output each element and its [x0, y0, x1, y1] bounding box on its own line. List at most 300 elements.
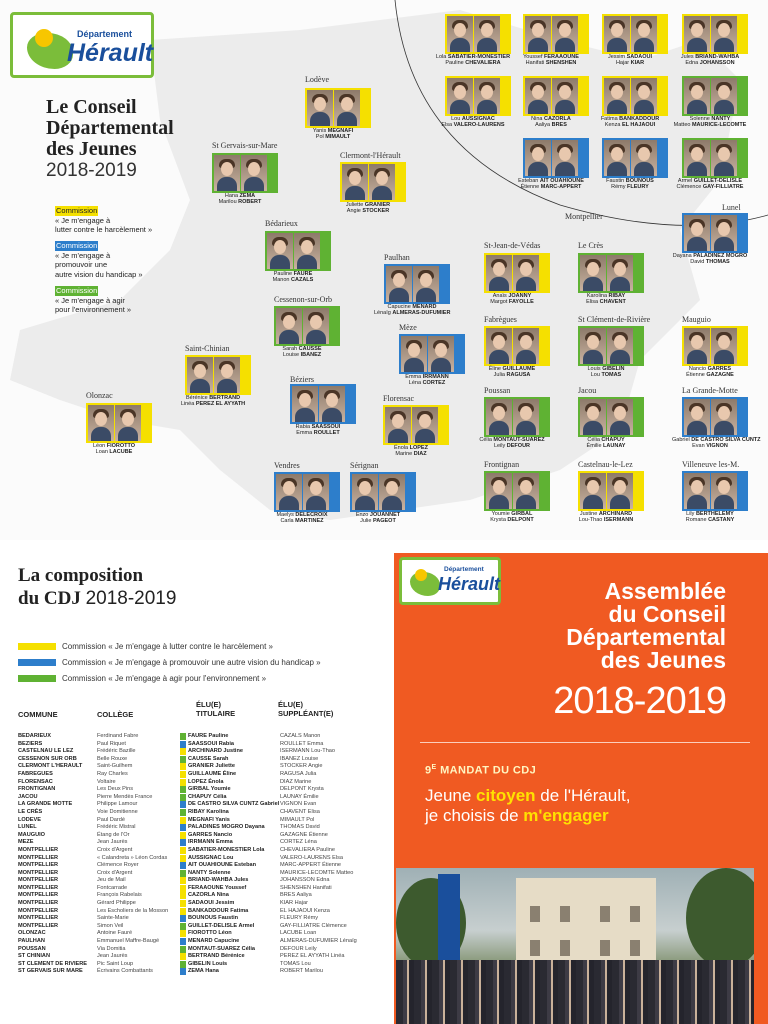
delegate-names: [374, 304, 450, 317]
photo-frame: [383, 405, 449, 445]
table-cell: DE CASTRO SILVA CUNTZ Gabriel: [188, 801, 280, 808]
composition-subtitle-prefix: du CDJ: [18, 588, 81, 609]
delegate-names: [264, 512, 340, 525]
group-photo: [396, 868, 754, 1024]
table-cell: AIT OUAHIOUNE Esteban: [188, 862, 257, 869]
delegate-names: [568, 437, 644, 450]
delegate-name: Matteo MAURICE-LECOMTE: [673, 122, 747, 129]
cover-divider: [420, 742, 750, 743]
cover-year: 2018-2019: [553, 680, 726, 722]
delegate-names: [295, 128, 371, 141]
table-cell: GUILLET-DELISLE Armel: [188, 922, 255, 929]
delegate-photo: [474, 16, 500, 52]
delegate-names: [202, 193, 278, 206]
table-cell: Jean Jaurès: [97, 839, 128, 846]
delegate-name: Louise IBANEZ: [282, 352, 322, 359]
cover-title-line: Assemblée: [604, 578, 726, 604]
delegate-names: [672, 54, 748, 67]
table-cell: PAULHAN: [18, 938, 45, 945]
table-cell: Étang de l'Or: [97, 831, 130, 838]
town-label-vendres: Vendres: [274, 461, 300, 470]
composition-table: [18, 733, 357, 976]
legend-label: Commission: [56, 286, 98, 295]
composition-legend-text: Commission « Je m'engage à agir pour l'environnement »: [62, 674, 267, 683]
legend-text: « Je m'engage à agir: [55, 295, 125, 305]
table-cell: MAUGUIO: [18, 831, 46, 838]
delegate-name: Lola SABATIER-MONESTIER: [435, 54, 511, 60]
delegate-names: [592, 178, 668, 191]
photo-frame: [305, 88, 371, 128]
table-cell: DELPONT Krysta: [280, 786, 324, 793]
delegate-photo: [684, 328, 710, 364]
table-cell: ISERMANN Lou-Thao: [280, 748, 336, 755]
header-titulaire-line2: TITULAIRE: [196, 709, 236, 718]
photo-frame: [86, 403, 152, 443]
delegate-group-mtp6: [523, 76, 589, 129]
table-row: [18, 801, 357, 809]
delegate-names: [76, 443, 152, 456]
legend-handicap: [55, 241, 143, 279]
delegate-name: Emma IRRMANN: [405, 374, 449, 380]
delegate-photo: [711, 78, 737, 114]
town-label-stclement: St Clément-de-Rivière: [578, 315, 651, 324]
table-cell: BRIAND-WAHBA Jules: [188, 877, 249, 884]
photo-frame: [602, 14, 668, 54]
delegate-group-paulhan: [374, 264, 451, 317]
table-row: [18, 741, 357, 749]
table-cell: Gérard Philippe: [97, 900, 136, 907]
table-cell: Sainte-Marie: [97, 915, 129, 922]
table-cell: GAZAGNE Étienne: [280, 831, 328, 838]
table-cell: Paul Riquet: [97, 740, 126, 747]
header-suppleant: [278, 700, 333, 718]
delegate-name: Loan LACUBE: [95, 449, 133, 456]
composition-legend-harcelement: [18, 642, 273, 651]
delegate-name: Youssef FERAAOUNE: [523, 54, 579, 60]
delegate-photo: [684, 140, 710, 176]
composition-legend-text: Commission « Je m'engage à promouvoir une autre vision du handicap »: [62, 658, 321, 667]
delegate-name: Justine ARCHINARD: [579, 511, 633, 517]
delegate-group-mtp1: [435, 14, 511, 67]
tree-shape: [686, 868, 754, 968]
delegate-photo: [711, 140, 737, 176]
table-cell: Jean Jaurès: [97, 953, 128, 960]
table-cell: Ferdinand Fabre: [97, 733, 139, 739]
table-cell: ST CHINIAN: [18, 953, 51, 960]
table-cell: Croix d'Argent: [97, 869, 133, 876]
slogan-part: de l'Hérault,: [535, 786, 631, 805]
town-label-frontignan: Frontignan: [484, 460, 520, 469]
cover-title-line: Départemental: [566, 624, 726, 650]
table-cell: Frédéric Bazille: [97, 748, 136, 755]
table-cell: CAZALS Manon: [280, 733, 321, 739]
legend-swatch-blue: [18, 659, 56, 666]
herault-banner: [438, 874, 460, 964]
delegate-name: Juliette GRANIER: [345, 202, 391, 208]
photo-frame: [274, 472, 340, 512]
delegate-photo: [385, 407, 411, 443]
table-row: [18, 953, 357, 961]
header-suppleant-line1: ÉLU(E): [278, 700, 303, 709]
table-cell: Croix d'Argent: [97, 846, 133, 853]
table-row: [18, 930, 357, 938]
table-cell: BERTRAND Bérénice: [188, 953, 245, 960]
delegate-photo: [486, 328, 512, 364]
delegate-photo: [267, 233, 293, 269]
table-cell: LAUNAY Émilie: [280, 793, 319, 800]
town-label-lunel: Lunel: [722, 203, 741, 212]
table-cell: CHEVALIERA Pauline: [280, 846, 335, 853]
town-label-lecres: Le Crès: [578, 241, 604, 250]
legend-text: lutter contre le harcèlement »: [55, 225, 153, 234]
photo-frame: [578, 471, 644, 511]
table-cell: MONTPELLIER: [18, 892, 59, 899]
delegate-name: Romane CASTANY: [685, 517, 735, 524]
delegate-name: Étienne GAZAGNE: [686, 372, 734, 379]
table-cell: LOPEZ Énola: [188, 778, 224, 785]
table-row: [18, 847, 357, 855]
table-row: [18, 870, 357, 878]
crowd-shape: [396, 960, 754, 1024]
delegate-photo: [525, 78, 551, 114]
table-cell: Fontcarrade: [97, 884, 128, 891]
delegate-name: Anaïs JOANNY: [492, 293, 532, 299]
slogan-highlight: m'engager: [523, 806, 609, 825]
delegate-group-jacou: [578, 397, 644, 450]
delegate-names: [435, 54, 511, 67]
delegate-photo: [513, 255, 539, 291]
header-college: COLLÈGE: [97, 710, 134, 719]
delegate-photo: [428, 336, 454, 372]
delegate-names: [568, 293, 644, 306]
table-cell: CESSENON SUR ORB: [18, 755, 77, 762]
delegate-name: Aaliya BRES: [535, 122, 567, 129]
table-row: [18, 968, 357, 976]
delegate-name: Capucine MENARD: [387, 304, 437, 310]
delegate-group-cessenon: [274, 306, 340, 359]
table-cell: ST GERVAIS SUR MARE: [18, 968, 83, 975]
delegate-photo: [711, 215, 737, 251]
table-cell: CAUSSE Sarah: [188, 755, 229, 762]
delegate-name: Enzo JOUANNET: [355, 512, 401, 518]
delegate-name: Carla MARTINEZ: [280, 518, 324, 525]
delegate-name: Célia MONTAUT-SUAREZ: [479, 437, 545, 443]
composition-legend-handicap: [18, 658, 321, 667]
delegate-photo: [684, 78, 710, 114]
delegate-name: Youmie GIRBAL: [491, 511, 533, 517]
table-cell: Voie Domitienne: [97, 808, 138, 815]
table-cell: BOUNOUS Faustin: [188, 915, 239, 922]
delegate-photo: [342, 164, 368, 200]
table-cell: KIAR Hajar: [280, 900, 308, 907]
delegate-photo: [513, 473, 539, 509]
table-row: [18, 900, 357, 908]
table-cell: CAZORLA Nina: [188, 892, 229, 899]
cover-title: [510, 580, 726, 672]
town-label-paulhan: Paulhan: [384, 253, 410, 262]
cover-mandat: [425, 764, 536, 777]
delegate-name: Marine DIAZ: [395, 451, 427, 458]
table-cell: BANKADDOUR Fatima: [188, 907, 249, 914]
legend-swatch-yellow: [18, 643, 56, 650]
delegate-photo: [607, 255, 633, 291]
table-cell: ROULLET Emma: [280, 740, 324, 747]
photo-frame: [445, 14, 511, 54]
delegate-photo: [711, 473, 737, 509]
montpellier-label: Montpellier: [565, 212, 603, 221]
delegate-names: [435, 116, 511, 129]
town-label-jacou: Jacou: [578, 386, 597, 395]
delegate-name: Linéa PEREZ EL AYYATH: [180, 401, 246, 408]
slogan-part: je choisis de: [425, 806, 524, 825]
legend-text: promouvoir une: [55, 260, 108, 269]
delegate-group-mauguio: [682, 326, 748, 379]
delegate-group-frontignan: [484, 471, 550, 524]
legend-harcelement: [55, 206, 152, 235]
delegate-names: [474, 511, 550, 524]
table-cell: PEREZ EL AYYATH Linéa: [280, 953, 345, 960]
photo-frame: [340, 162, 406, 202]
table-cell: DEFOUR Leily: [280, 945, 317, 952]
delegate-photo: [369, 164, 395, 200]
delegate-photo: [631, 140, 657, 176]
table-cell: VALERO-LAURENS Elsa: [280, 854, 344, 861]
delegate-name: Lénaïg ALMERAS-DUFUMIER: [374, 310, 451, 317]
delegate-photo: [303, 474, 329, 510]
delegate-group-stjean: [484, 253, 550, 306]
mandat-suffix: E: [431, 764, 437, 771]
logo-herault-text: Hérault: [438, 574, 501, 594]
photo-frame: [578, 326, 644, 366]
table-cell: LA GRANDE MOTTE: [18, 801, 73, 808]
delegate-photo: [413, 266, 439, 302]
delegate-names: [175, 395, 251, 408]
town-label-serignan: Sérignan: [350, 461, 379, 470]
delegate-name: Léon FIOROTTO: [92, 443, 136, 449]
delegate-name: Léna CORTEZ: [408, 380, 446, 387]
table-cell: Ray Charles: [97, 770, 128, 777]
table-cell: SABATIER-MONESTIER Lola: [188, 846, 265, 853]
delegate-photo: [412, 407, 438, 443]
table-cell: STOCKER Angie: [280, 763, 323, 770]
table-cell: GAY-FILLIATRE Clémence: [280, 922, 347, 929]
table-row: [18, 809, 357, 817]
table-cell: JOHANSSON Edna: [280, 877, 330, 884]
delegate-name: Lily BERTHELEMY: [686, 511, 734, 517]
delegate-name: Julia RAGUSA: [493, 372, 531, 379]
table-row: [18, 892, 357, 900]
table-cell: MONTPELLIER: [18, 846, 59, 853]
table-cell: François Rabelais: [97, 892, 142, 899]
table-cell: BEZIERS: [18, 740, 43, 747]
composition-legend-text: Commission « Je m'engage à lutter contre le harcèlement »: [62, 642, 273, 651]
table-row: [18, 779, 357, 787]
delegate-name: Evan VIGNON: [692, 443, 728, 450]
table-row: [18, 877, 357, 885]
delegate-photo: [292, 386, 318, 422]
delegate-group-poussan: [479, 397, 550, 450]
delegate-names: [264, 346, 340, 359]
town-label-stchinian: Saint-Chinian: [185, 344, 230, 353]
photo-frame: [578, 397, 644, 437]
table-cell: RIBAY Karolina: [188, 808, 229, 815]
table-cell: THOMAS David: [280, 824, 320, 831]
photo-frame: [682, 397, 748, 437]
table-row: [18, 839, 357, 847]
delegate-photo: [604, 140, 630, 176]
delegate-names: [672, 511, 748, 524]
table-cell: MONTPELLIER: [18, 862, 59, 869]
delegate-photo: [486, 255, 512, 291]
table-row: [18, 961, 357, 969]
table-cell: VIGNON Evan: [280, 801, 317, 808]
delegate-photo: [474, 78, 500, 114]
table-cell: GIBELIN Louis: [188, 960, 228, 967]
table-cell: Simon Veil: [97, 922, 124, 929]
header-titulaire-line1: ÉLU(E): [196, 700, 221, 709]
town-label-stjean: St-Jean-de-Védas: [484, 241, 541, 250]
delegate-group-mtp2: [523, 14, 589, 67]
delegate-photo: [552, 16, 578, 52]
delegate-names: [513, 178, 589, 191]
delegate-group-villeneuve: [682, 471, 748, 524]
table-cell: AUSSIGNAC Lou: [188, 854, 234, 861]
table-cell: NANTY Solenne: [188, 869, 231, 876]
table-cell: FRONTIGNAN: [18, 786, 56, 793]
table-cell: LE CRÈS: [18, 808, 43, 815]
table-cell: LUNEL: [18, 824, 37, 831]
delegate-name: Lou AUSSIGNAC: [451, 116, 495, 122]
photo-frame: [212, 153, 278, 193]
delegate-name: Manon CAZALS: [272, 277, 314, 284]
delegate-group-bedarieux: [265, 231, 331, 284]
table-cell: ZEMA Hana: [188, 968, 219, 975]
delegate-names: [474, 437, 550, 450]
delegate-names: [513, 54, 589, 67]
delegate-name: Armel GUILLET-DELISLE: [677, 178, 743, 184]
delegate-photo: [580, 473, 606, 509]
table-cell: Belle Rouxe: [97, 755, 128, 762]
table-row: [18, 748, 357, 756]
delegate-group-clermont: [340, 162, 406, 215]
delegate-names: [474, 293, 550, 306]
table-cell: EL HAJAOUI Kenza: [280, 907, 330, 914]
logo-departement-text: Département: [444, 566, 484, 573]
page-title-line-3: des Jeunes: [46, 138, 137, 160]
photo-frame: [484, 253, 550, 293]
photo-frame: [274, 306, 340, 346]
delegate-name: Solenne NANTY: [689, 116, 731, 122]
table-cell: CORTEZ Léna: [280, 839, 317, 846]
herault-logo: [10, 12, 154, 78]
delegate-photo: [607, 328, 633, 364]
photo-frame: [602, 76, 668, 116]
delegate-group-meze: [399, 334, 465, 387]
photo-frame: [484, 397, 550, 437]
table-cell: ALMERAS-DUFUMIER Lénaïg: [280, 938, 357, 945]
table-cell: FERAAOUNE Youssef: [188, 884, 247, 891]
delegate-photo: [187, 357, 213, 393]
table-cell: IRRMANN Emma: [188, 839, 233, 846]
table-row: [18, 786, 357, 794]
delegate-group-mtp7: [602, 76, 668, 129]
photo-frame: [523, 76, 589, 116]
delegate-photo: [447, 16, 473, 52]
slogan-highlight: citoyen: [476, 786, 536, 805]
legend-text: « Je m'engage à: [55, 250, 111, 260]
delegate-names: [672, 253, 748, 266]
cover-title-line: du Conseil: [608, 601, 726, 627]
table-cell: CASTELNAU LE LEZ: [18, 748, 74, 755]
delegate-photo: [115, 405, 141, 441]
delegate-photo: [580, 399, 606, 435]
photo-frame: [682, 14, 748, 54]
delegate-photo: [447, 78, 473, 114]
photo-frame: [484, 471, 550, 511]
delegate-name: Elisa CHAVENT: [586, 299, 626, 306]
delegate-name: Émilie LAUNAY: [586, 443, 626, 450]
table-cell: Clémence Royer: [97, 862, 139, 869]
delegate-photo: [319, 386, 345, 422]
town-label-olonzac: Olonzac: [86, 391, 113, 400]
delegate-photo: [604, 78, 630, 114]
delegate-name: Jessim SADAOUI: [607, 54, 652, 60]
table-cell: MEZE: [18, 839, 34, 846]
table-cell: ARCHINARD Justine: [188, 748, 244, 755]
delegate-names: [280, 424, 356, 437]
delegate-name: Maelys DELECROIX: [276, 512, 328, 518]
table-cell: Pierre Mendès France: [97, 793, 153, 800]
delegate-name: Bérénice BERTRAND: [185, 395, 241, 401]
photo-frame: [523, 138, 589, 178]
town-label-villeneuve: Villeneuve les-M.: [682, 460, 740, 469]
town-label-meze: Mèze: [399, 323, 417, 332]
table-cell: MONTPELLIER: [18, 884, 59, 891]
table-cell: GUILLAUME Éline: [188, 770, 237, 777]
logo-departement-text: Département: [77, 29, 133, 39]
table-cell: Via Domitia: [97, 945, 126, 952]
delegate-photo: [214, 155, 240, 191]
header-commune: COMMUNE: [18, 710, 58, 719]
table-cell: Les Escholiers de la Mosson: [97, 907, 169, 914]
photo-frame: [523, 14, 589, 54]
delegate-name: Kenza EL HAJAOUI: [604, 122, 656, 129]
table-row: [18, 733, 357, 741]
delegate-photo: [486, 399, 512, 435]
delegate-photo: [386, 266, 412, 302]
delegate-name: Angie STOCKER: [346, 208, 390, 215]
delegate-names: [672, 178, 748, 191]
table-cell: Philippe Lamour: [97, 801, 138, 808]
table-cell: MEGNAFI Yanis: [188, 816, 230, 823]
table-cell: Saint-Guilhem: [97, 763, 133, 770]
table-cell: « Calandreta » Léon Cordas: [97, 854, 168, 861]
table-cell: Antoine Fauré: [97, 930, 133, 937]
table-cell: DIAZ Marine: [280, 778, 312, 785]
delegate-group-mtp8: [673, 76, 748, 129]
photo-frame: [578, 253, 644, 293]
delegate-name: Célia CHAPUY: [587, 437, 625, 443]
photo-frame: [682, 326, 748, 366]
delegate-name: Dayana PALADINEZ MOGRO: [672, 253, 748, 259]
delegate-name: Hana ZEMA: [224, 193, 256, 199]
delegate-group-lodeve: [305, 88, 371, 141]
table-row: [18, 794, 357, 802]
delegate-name: Esteban AIT OUAHIOUNE: [518, 178, 584, 184]
delegate-names: [373, 445, 449, 458]
table-cell: Emmanuel Maffre-Baugé: [97, 938, 160, 945]
delegate-name: Hanifati SHENSHEN: [525, 60, 577, 67]
